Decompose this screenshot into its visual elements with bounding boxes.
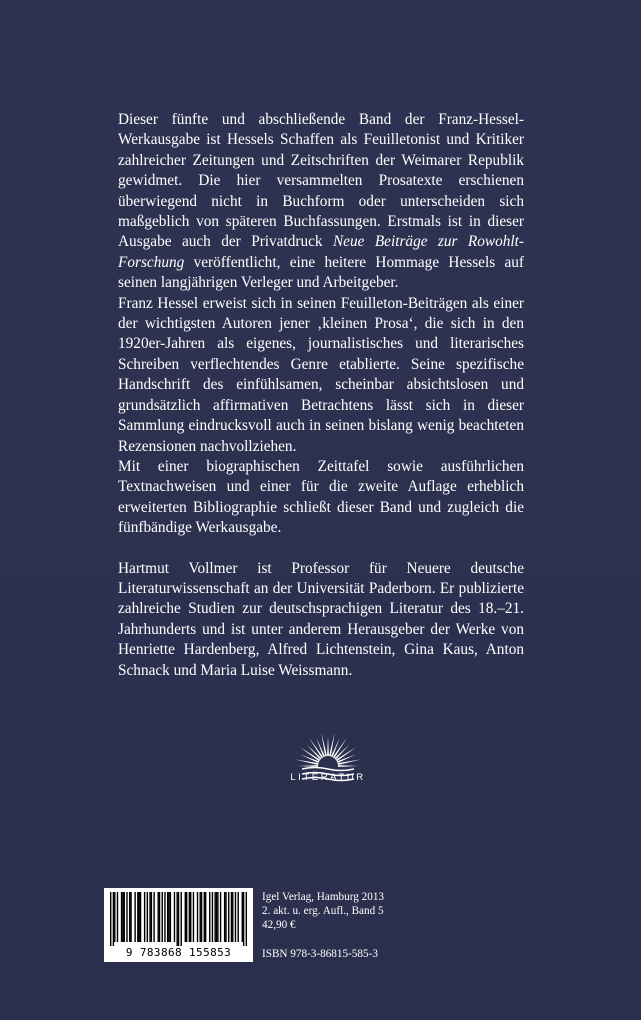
sunburst-ray — [298, 765, 318, 767]
barcode-bars — [110, 892, 247, 946]
barcode-bar — [231, 892, 232, 942]
barcode-bar — [232, 892, 233, 942]
barcode-bar — [235, 892, 236, 942]
barcode-bar — [126, 892, 127, 942]
barcode-bar — [144, 892, 145, 942]
imprint — [262, 890, 384, 933]
barcode-bar — [201, 892, 202, 942]
barcode-bar — [151, 892, 152, 942]
blurb-paragraph-1 — [118, 110, 524, 294]
barcode-bar — [167, 892, 168, 942]
barcode-bar — [181, 892, 182, 946]
barcode-bar — [168, 892, 169, 942]
barcode-bar — [159, 892, 160, 942]
barcode-bar — [242, 892, 243, 942]
barcode-bar — [162, 892, 163, 942]
barcode-bar — [205, 892, 206, 942]
barcode-bar — [174, 892, 175, 942]
barcode-bar — [149, 892, 150, 942]
blurb-paragraph-1-start: Dieser fünfte und abschließende Band der Franz-Hessel-Werkausgabe ist Hessels Schaffen als Feuilletonist und Kritiker zahlreicher Zeitungen und Zeitschriften der Weimarer Republik gewidmet. Die hier versammelten Prosatexte erschienen überwiegend nicht in Buchform oder unterscheiden sich maßgeblich von späteren Buchfassungen. Erstmals ist in dieser Ausgabe auch der Privatdruck — [118, 111, 524, 251]
barcode-bar — [228, 892, 229, 942]
barcode-bar — [204, 892, 205, 942]
barcode-bar — [220, 892, 221, 942]
barcode-bar — [147, 892, 148, 942]
barcode-bar — [216, 892, 217, 942]
barcode-bar — [124, 892, 125, 942]
barcode-bar — [190, 892, 191, 942]
sunburst-wave — [302, 768, 354, 771]
barcode-bar — [121, 892, 122, 942]
barcode-bar — [138, 892, 139, 942]
barcode-bar — [186, 892, 187, 942]
barcode-bar — [117, 892, 118, 942]
barcode-bar — [170, 892, 171, 942]
barcode-bar — [243, 892, 244, 946]
blurb-paragraph-3: Mit einer biographischen Zeittafel sowie ausführlichen Textnachweisen und einer für die zweite Auflage erheblich erweiterten Bibliographie schließt dieser Band und zugleich die fünfbändige Werkausgabe. — [118, 457, 524, 537]
barcode-bar — [212, 892, 213, 942]
barcode-bar — [122, 892, 123, 942]
price: 42,90 € — [262, 919, 296, 932]
barcode-bar — [178, 892, 179, 946]
barcode-number: 9 783868 155853 — [125, 946, 232, 959]
barcode-bar — [200, 892, 201, 942]
barcode-bar — [189, 892, 190, 942]
edition-line: 2. akt. u. erg. Aufl., Band 5 — [262, 905, 384, 918]
publisher-line: Igel Verlag, Hamburg 2013 — [262, 891, 385, 903]
blurb-text — [118, 110, 524, 681]
barcode-bar — [225, 892, 226, 942]
barcode — [104, 888, 253, 962]
barcode-bar — [209, 892, 210, 942]
barcode-bar — [110, 892, 111, 946]
barcode-bar — [176, 892, 177, 946]
barcode-bar — [130, 892, 131, 942]
barcode-bar — [197, 892, 198, 942]
barcode-bar — [153, 892, 154, 942]
sunburst-ray — [327, 736, 329, 756]
barcode-bar — [164, 892, 165, 942]
blurb-paragraph-1-end: veröffentlicht, eine heitere Hommage Hessels auf seinen langjährigen Verleger und Arbeitgeber. — [118, 253, 524, 292]
publisher-logo-wordmark: LITERATUR — [290, 772, 366, 783]
barcode-bar — [214, 892, 215, 942]
sunburst-ray — [338, 765, 358, 767]
barcode-bar — [113, 892, 114, 946]
barcode-bar — [137, 892, 138, 942]
isbn: ISBN 978-3-86815-585-3 — [262, 948, 378, 960]
barcode-bar — [193, 892, 194, 942]
privatdruck-title: Neue Beiträge zur Rowohlt-Forschung — [118, 233, 524, 271]
blurb-paragraph-2: Franz Hessel erweist sich in seinen Feuilleton-Beiträgen als einer der wichtigsten Autoren jener ‚kleinen Prosa‘, die sich in den 1920er-Jahren als eigenes, journalistisches und literarisches Schreiben verflechtendes Genre etablierte. Seine spezifische Handschrift des einfühlsamen, scheinbar absichtslosen und grundsätzlich affirmativen Betrachtens lässt sich in dieser Sammlung eindrucksvoll auch in seinen bislang wenig beachteten Rezensionen nachvollziehen. — [118, 294, 524, 455]
barcode-bar — [224, 892, 225, 942]
barcode-bar — [140, 892, 141, 942]
author-bio: Hartmut Vollmer ist Professor für Neuere deutsche Literaturwissenschaft an der Universität Paderborn. Er publizierte zahlreiche Studien zur deutschsprachigen Literatur des 18.–21. Jahrhunderts und ist unter anderem Herausgeber der Werke von Henriette Hardenberg, Alfred Lichtenstein, Gina Kaus, Anton Schnack und Maria Luise Weissmann. — [118, 559, 524, 679]
barcode-bar — [114, 892, 115, 942]
barcode-bar — [185, 892, 186, 942]
barcode-bar — [238, 892, 239, 942]
barcode-bar — [129, 892, 130, 942]
barcode-bar — [157, 892, 158, 942]
barcode-bar — [134, 892, 135, 942]
barcode-bar — [217, 892, 218, 942]
barcode-bar — [246, 892, 247, 946]
